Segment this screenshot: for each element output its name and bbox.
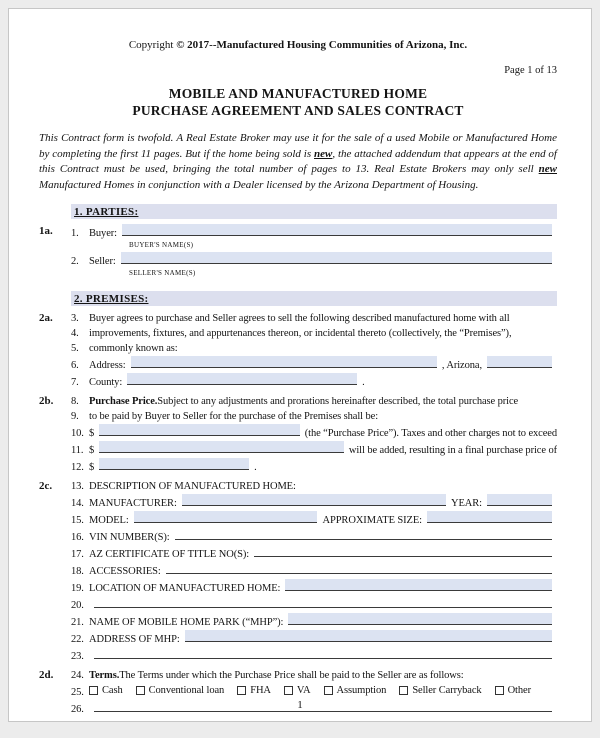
copyright-main: © 2017--Manufactured Housing Communities of Arizona, Inc. — [176, 39, 468, 51]
contract-line-5: 5. commonly known as: — [71, 343, 178, 354]
location-field[interactable] — [285, 579, 552, 591]
accessories-label: ACCESSORIES: — [89, 566, 161, 577]
contract-line-16: 16. VIN NUMBER(S): — [71, 528, 557, 545]
buyer-label: Buyer: — [89, 228, 117, 239]
premises-block-2b — [39, 394, 557, 475]
contract-line-12: 12. $ . — [71, 458, 557, 475]
arizona-text: , Arizona, — [441, 360, 482, 371]
dollar-sign: $ — [89, 462, 95, 473]
model-label: MODEL: — [89, 515, 129, 526]
checkbox-other[interactable]: Other — [495, 683, 531, 698]
seller-name-sublabel: SELLER'S NAME(S) — [129, 269, 196, 277]
final-price-field[interactable] — [99, 458, 249, 470]
contract-line-13: 13. DESCRIPTION OF MANUFACTURED HOME: — [71, 481, 296, 492]
checkbox-fha[interactable]: FHA — [237, 683, 271, 698]
checkbox-icon — [237, 686, 246, 695]
buyer-name-field[interactable] — [122, 224, 552, 236]
manufacturer-field[interactable] — [182, 494, 446, 506]
contract-line-3: 3. Buyer agrees to purchase and Seller agrees to sell the following described manufactured home with all — [71, 313, 510, 324]
title-line-2: PURCHASE AGREEMENT AND SALES CONTRACT — [132, 103, 464, 118]
location-line2-field[interactable] — [94, 596, 552, 608]
approximate-size-field[interactable] — [427, 511, 552, 523]
address-extra-field[interactable] — [487, 356, 552, 368]
contract-line-17: 17. AZ CERTIFICATE OF TITLE NO(S): — [71, 545, 557, 562]
purchase-price-field[interactable] — [99, 424, 300, 436]
checkbox-icon — [136, 686, 145, 695]
checkbox-seller-carryback[interactable]: Seller Carryback — [399, 683, 481, 698]
checkbox-icon — [284, 686, 293, 695]
intro-emphasis-new-2: new — [538, 163, 557, 175]
mhp-address-line2-field[interactable] — [94, 647, 552, 659]
year-field[interactable] — [487, 494, 552, 506]
section-header-parties: 1. PARTIES: — [71, 204, 557, 219]
margin-label-2d: 2d. — [39, 669, 54, 681]
checkbox-cash[interactable]: Cash — [89, 683, 123, 698]
contract-line-24: 24. Terms. The Terms under which the Purchase Price shall be paid to the Seller are as follows: — [71, 670, 464, 681]
parties-block — [39, 224, 557, 280]
vin-field[interactable] — [175, 528, 552, 540]
margin-label-2c: 2c. — [39, 480, 53, 492]
checkbox-icon — [495, 686, 504, 695]
taxes-charges-field[interactable] — [99, 441, 344, 453]
dollar-sign: $ — [89, 445, 95, 456]
purchase-price-heading: Purchase Price. — [89, 396, 158, 407]
buyer-line: 1. Buyer: — [71, 224, 557, 241]
contract-line-26: 26. — [71, 700, 557, 717]
intro-text: This Contract form is twofold. A Real Estate Broker may use it for the sale of a used Mobile or Manufactured Home by completing the first 11 pages. But if the home being sold is — [39, 132, 557, 160]
terms-heading: Terms. — [89, 670, 120, 681]
accessories-field[interactable] — [166, 562, 552, 574]
mhp-name-field[interactable] — [288, 613, 552, 625]
title-no-label: AZ CERTIFICATE OF TITLE NO(S): — [89, 549, 250, 560]
address-label: Address: — [89, 360, 126, 371]
vin-label: VIN NUMBER(S): — [89, 532, 170, 543]
contract-line-21: 21. NAME OF MOBILE HOME PARK (“MHP”): — [71, 613, 557, 630]
section-header-premises: 2. PREMISES: — [71, 291, 557, 306]
premises-block-2c — [39, 479, 557, 664]
mhp-address-field[interactable] — [185, 630, 552, 642]
intro-emphasis-new-1: new — [314, 147, 333, 160]
county-label: County: — [89, 377, 123, 388]
seller-line: 2. Seller: — [71, 252, 557, 269]
address-field[interactable] — [131, 356, 437, 368]
checkbox-va[interactable]: VA — [284, 683, 311, 698]
intro-text: , the attached addendum that appears at the end of this Contract must be used, bringing the total number of pages to 13. Real Estate Brokers may only sell — [39, 147, 557, 175]
approximate-size-label: APPROXIMATE SIZE: — [322, 515, 422, 526]
margin-label-2a: 2a. — [39, 312, 53, 324]
year-label: YEAR: — [450, 498, 482, 509]
mhp-name-label: NAME OF MOBILE HOME PARK (“MHP”): — [89, 617, 284, 628]
checkbox-icon — [89, 686, 98, 695]
footer-page-number: 1 — [297, 699, 303, 711]
location-label: LOCATION OF MANUFACTURED HOME: — [89, 583, 281, 594]
manufacturer-label: MANUFACTURER: — [89, 498, 177, 509]
contract-line-6: 6. Address: , Arizona, — [71, 356, 557, 373]
copyright-line — [39, 39, 557, 51]
checkbox-conventional-loan[interactable]: Conventional loan — [136, 683, 225, 698]
margin-label-2b: 2b. — [39, 395, 54, 407]
seller-label: Seller: — [89, 256, 116, 267]
seller-name-field[interactable] — [121, 252, 552, 264]
contract-line-4: 4. improvements, fixtures, and appurtenances thereon, or incidental thereto (collectively, the “Premises”), — [71, 328, 512, 339]
intro-paragraph — [39, 131, 557, 193]
contract-page — [8, 8, 592, 722]
dollar-sign: $ — [89, 428, 95, 439]
contract-line-25: 25. Cash Conventional loan FHA VA Assumption Seller Carryback Other — [71, 685, 531, 698]
copyright-prefix: Copyright — [128, 39, 177, 51]
checkbox-assumption[interactable]: Assumption — [324, 683, 387, 698]
contract-line-20: 20. — [71, 596, 557, 613]
contract-line-15: 15. MODEL: APPROXIMATE SIZE: — [71, 511, 557, 528]
contract-line-14: 14. MANUFACTURER: YEAR: — [71, 494, 557, 511]
contract-line-19: 19. LOCATION OF MANUFACTURED HOME: — [71, 579, 557, 596]
intro-text: Manufactured Homes in conjunction with a Dealer licensed by the Arizona Department of Housing. — [39, 178, 479, 191]
contract-line-8: 8. Purchase Price. Subject to any adjustments and prorations hereinafter described, the total purchase price — [71, 396, 519, 407]
document-title — [39, 85, 557, 119]
premises-block-2a — [39, 311, 557, 390]
county-field[interactable] — [127, 373, 357, 385]
contract-line-9: 9. to be paid by Buyer to Seller for the purchase of the Premises shall be: — [71, 411, 379, 422]
checkbox-icon — [399, 686, 408, 695]
title-no-field[interactable] — [254, 545, 552, 557]
title-line-1: MOBILE AND MANUFACTURED HOME — [168, 86, 428, 101]
margin-label-1a: 1a. — [39, 225, 53, 237]
model-field[interactable] — [134, 511, 318, 523]
buyer-name-sublabel: BUYER'S NAME(S) — [129, 241, 194, 249]
contract-line-22: 22. ADDRESS OF MHP: — [71, 630, 557, 647]
contract-line-11: 11. $ will be added, resulting in a final purchase price of — [71, 441, 557, 458]
mhp-address-label: ADDRESS OF MHP: — [89, 634, 180, 645]
contract-line-7: 7. County: . — [71, 373, 557, 390]
contract-line-23: 23. — [71, 647, 557, 664]
checkbox-icon — [324, 686, 333, 695]
contract-line-18: 18. ACCESSORIES: — [71, 562, 557, 579]
page-indicator: Page 1 of 13 — [504, 65, 557, 76]
contract-line-10: 10. $ (the “Purchase Price”). Taxes and other charges not to exceed — [71, 424, 557, 441]
